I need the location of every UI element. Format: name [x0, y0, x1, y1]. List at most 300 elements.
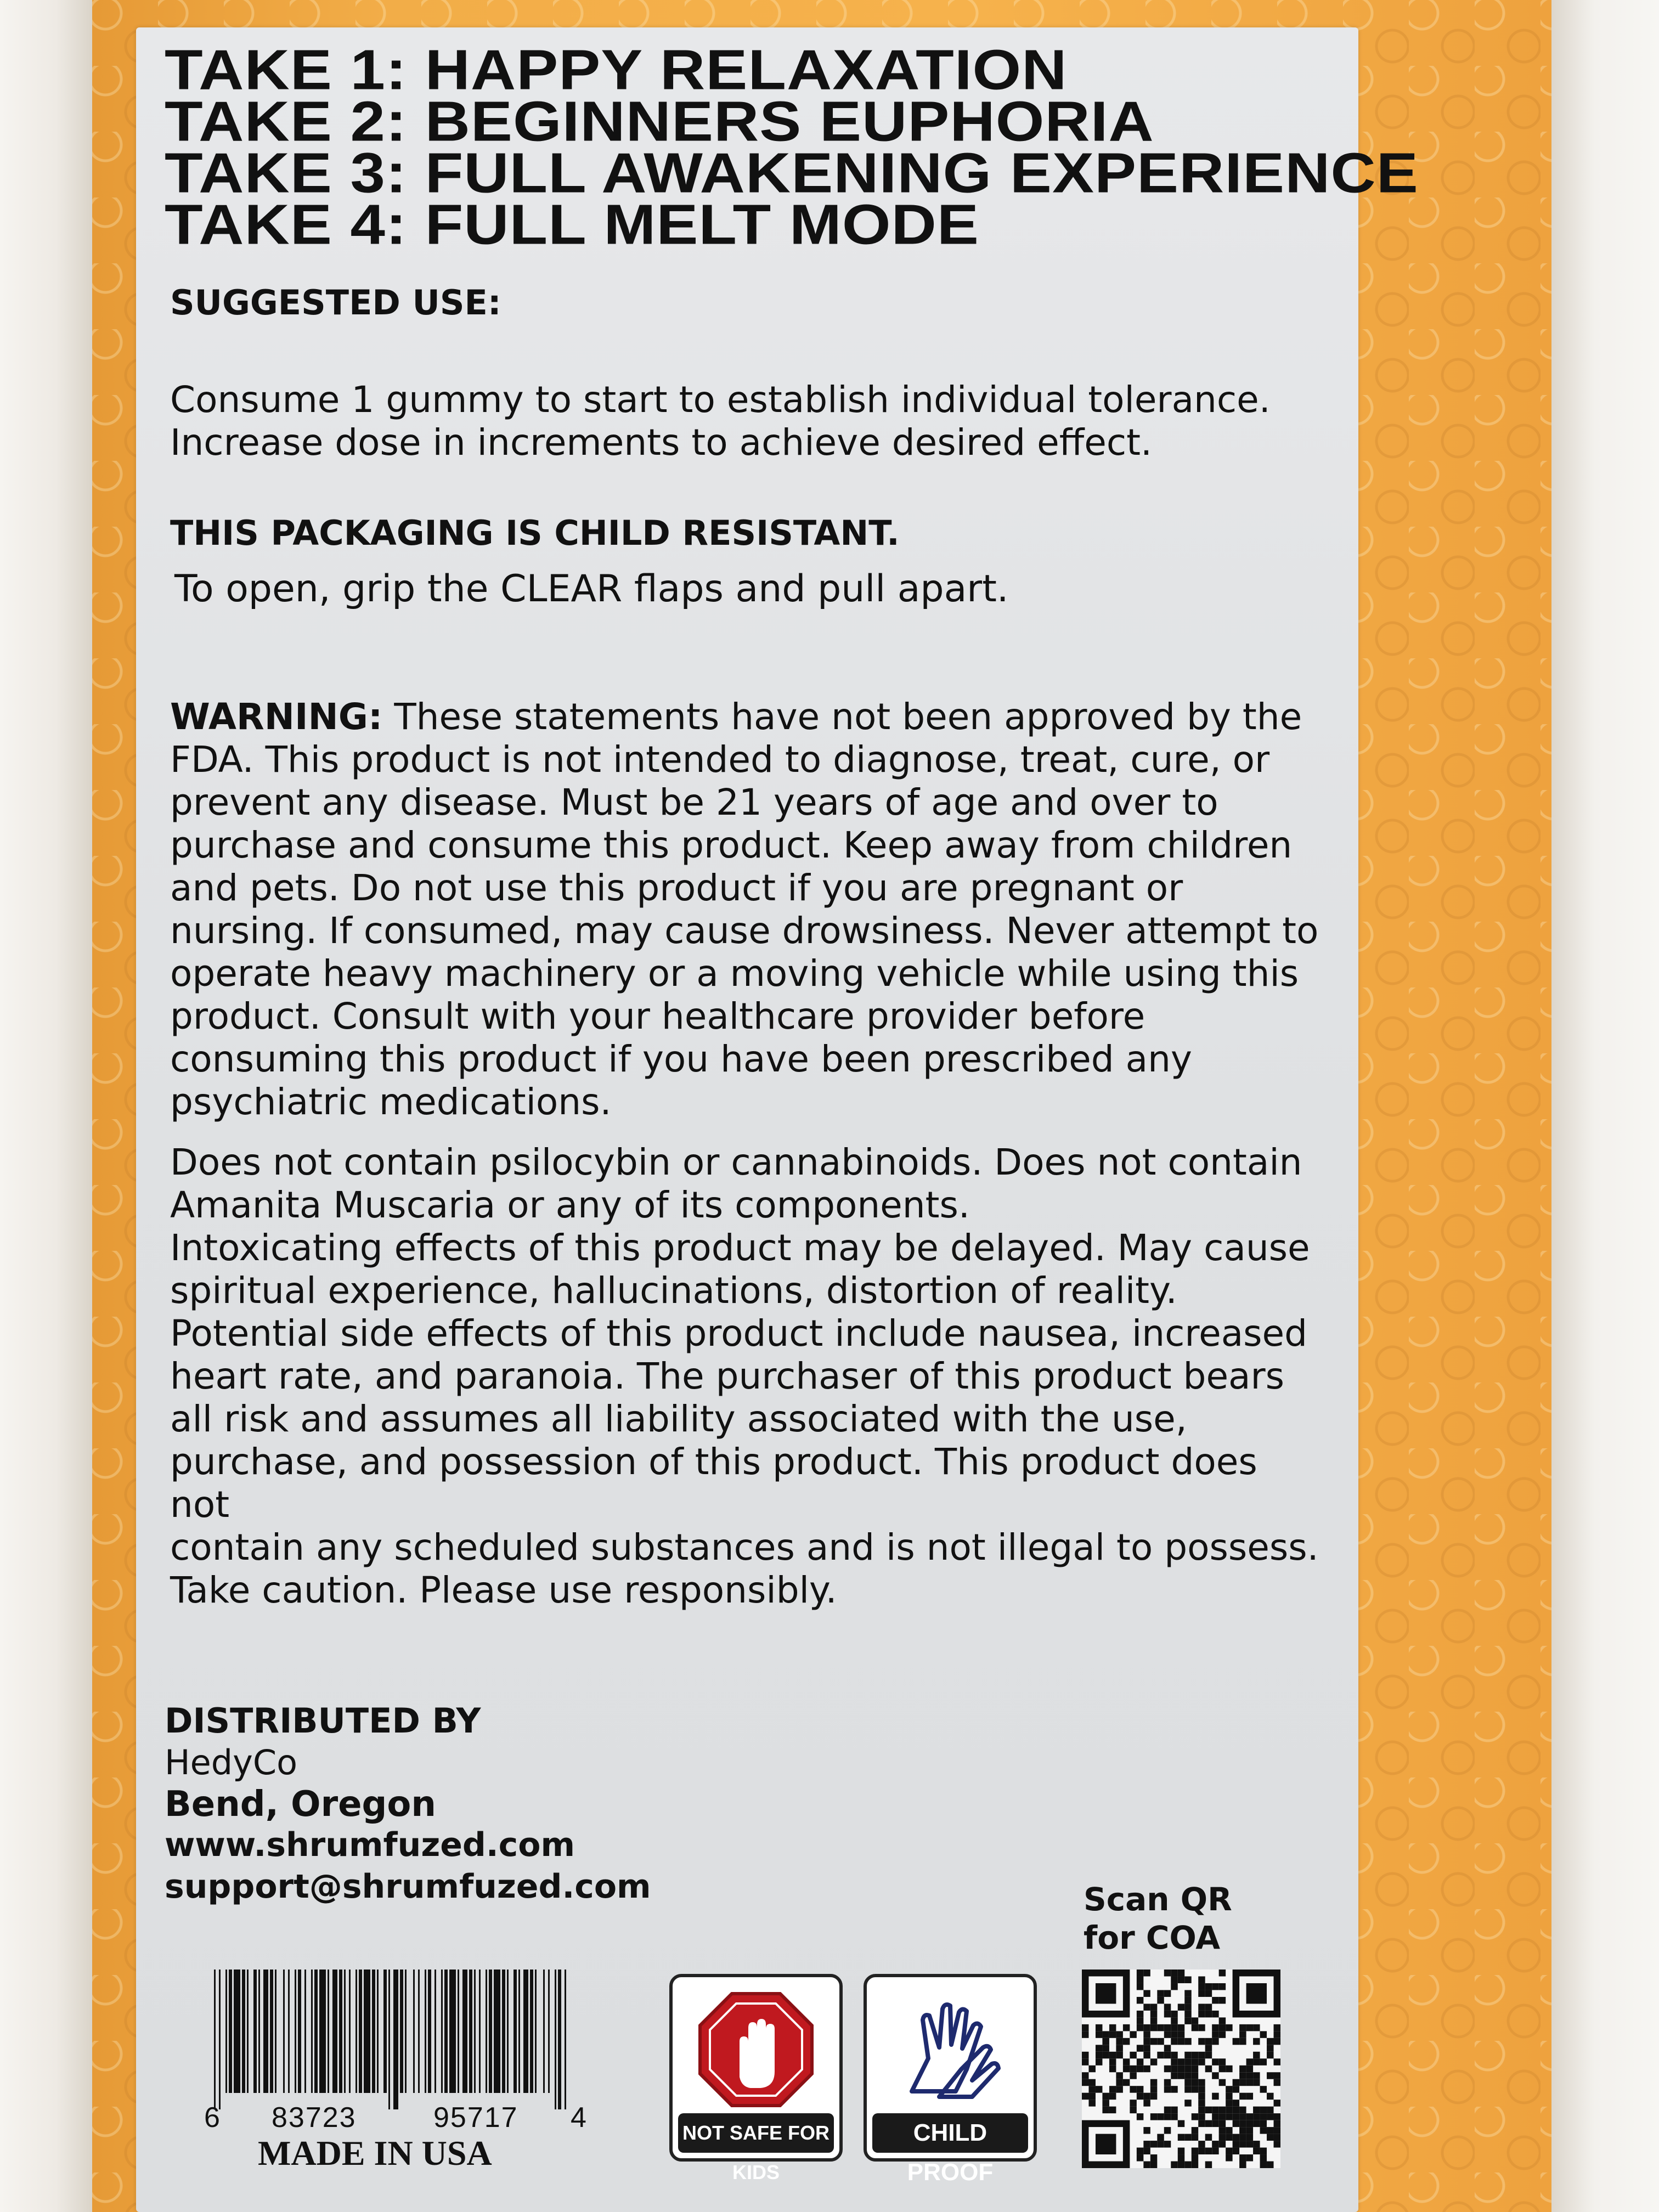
qr-module [1184, 2100, 1191, 2106]
qr-module [1239, 2162, 1246, 2168]
distributor-company: HedyCo [165, 1742, 298, 1782]
qr-module [1239, 2113, 1246, 2120]
qr-module [1212, 2113, 1218, 2120]
qr-module [1178, 1970, 1184, 1976]
qr-module [1198, 2093, 1205, 2100]
qr-module [1137, 2058, 1143, 2065]
qr-module [1116, 2038, 1122, 2045]
qr-finder-eye [1246, 1983, 1267, 2004]
qr-module [1212, 2024, 1218, 2031]
qr-module [1274, 2100, 1280, 2106]
qr-module [1109, 2107, 1116, 2113]
qr-module [1239, 2107, 1246, 2113]
qr-module [1178, 2148, 1184, 2154]
barcode-bar [413, 1970, 415, 2093]
dose-line-4: TAKE 4: FULL MELT MODE [165, 193, 979, 256]
qr-module [1116, 2079, 1122, 2086]
qr-module [1171, 2072, 1177, 2079]
qr-module [1219, 1997, 1226, 2004]
qr-module [1164, 1970, 1171, 1976]
qr-module [1150, 2058, 1157, 2065]
qr-module [1274, 2031, 1280, 2038]
barcode-bar [225, 1970, 227, 2093]
qr-module [1233, 2120, 1239, 2127]
qr-module [1137, 2045, 1143, 2051]
qr-module [1143, 2052, 1150, 2058]
qr-module [1212, 2072, 1218, 2079]
qr-module [1205, 2107, 1212, 2113]
qr-module [1164, 2045, 1171, 2051]
qr-module [1253, 2038, 1260, 2045]
qr-module [1137, 2148, 1143, 2154]
qr-module [1143, 2004, 1150, 2010]
qr-module [1096, 2024, 1102, 2031]
qr-module [1137, 2017, 1143, 2024]
barcode-bar [229, 1970, 232, 2093]
barcode-bar [332, 1970, 337, 2093]
suggested-use-heading: SUGGESTED USE: [170, 283, 501, 323]
barcode-bar [518, 1970, 520, 2093]
qr-module [1096, 2052, 1102, 2058]
qr-module [1198, 2038, 1205, 2045]
qr-module [1123, 2038, 1130, 2045]
suggested-use-line-2: Increase dose in increments to achieve desired effect. [170, 421, 1152, 464]
qr-module [1082, 2093, 1088, 2100]
qr-module [1239, 2031, 1246, 2038]
qr-module [1192, 2148, 1198, 2154]
qr-module [1150, 2004, 1157, 2010]
qr-module [1246, 2141, 1253, 2147]
qr-module [1192, 2127, 1198, 2134]
qr-module [1260, 2107, 1267, 2113]
barcode-bar [489, 1970, 492, 2093]
qr-module [1212, 2058, 1218, 2065]
qr-module [1178, 2004, 1184, 2010]
qr-module [1212, 2120, 1218, 2127]
qr-module [1226, 2127, 1232, 2134]
qr-module [1130, 2086, 1136, 2092]
warning-text: These statements have not been approved by the FDA. This product is not intended to diagnose, treat, cure, or prevent any disease. Must be 21 years of age and over to purchase and consume this product. Keep away from children and pets. Do not use this product if you are pregnant or nursing. If consumed, may cause drowsiness. Never attempt to operate heavy machinery or a moving vehicle while using this product. Consult with your healthcare provider before consuming this product if you have been prescribed any psychiatric medications. [170, 696, 1319, 1123]
qr-module [1109, 2024, 1116, 2031]
barcode-bar [339, 1970, 342, 2093]
qr-module [1205, 1990, 1212, 1996]
qr-module [1130, 2031, 1136, 2038]
qr-module [1164, 2066, 1171, 2072]
qr-module [1137, 1997, 1143, 2004]
child-proof-badge [864, 1974, 1037, 2186]
qr-module [1096, 2086, 1102, 2092]
qr-module [1239, 2120, 1246, 2127]
qr-module [1205, 1983, 1212, 1990]
not-safe-caption: NOT SAFE FOR KIDS [678, 2113, 834, 2153]
barcode-bar [494, 1970, 500, 2093]
qr-module [1150, 2017, 1157, 2024]
qr-module [1198, 1983, 1205, 1990]
qr-module [1205, 2038, 1212, 2045]
qr-module [1205, 2045, 1212, 2051]
qr-module [1233, 2148, 1239, 2154]
qr-module [1157, 2134, 1164, 2141]
qr-module [1274, 2024, 1280, 2031]
qr-module [1267, 2113, 1273, 2120]
qr-module [1143, 2100, 1150, 2106]
qr-module [1198, 2004, 1205, 2010]
qr-module [1150, 2093, 1157, 2100]
qr-module [1137, 1983, 1143, 1990]
qr-module [1150, 2141, 1157, 2147]
barcode-bar [400, 1970, 403, 2093]
qr-module [1198, 2113, 1205, 2120]
qr-module [1253, 2148, 1260, 2154]
barcode-bar [283, 1970, 285, 2093]
qr-module [1082, 2031, 1088, 2038]
qr-module [1178, 2038, 1184, 2045]
barcode-bar [441, 1970, 443, 2093]
barcode-bar [507, 1970, 509, 2093]
qr-module [1239, 2066, 1246, 2072]
barcode-bar [270, 1970, 273, 2093]
barcode-bar [304, 1970, 306, 2093]
qr-module [1143, 2093, 1150, 2100]
qr-module [1137, 2154, 1143, 2161]
qr-module [1178, 2072, 1184, 2079]
qr-code [1082, 1970, 1280, 2168]
dose-line-2: TAKE 2: BEGINNERS EUPHORIA [165, 90, 1154, 153]
qr-module [1150, 2024, 1157, 2031]
distributor-location: Bend, Oregon [165, 1784, 436, 1825]
barcode-bar [449, 1970, 456, 2093]
qr-module [1116, 2045, 1122, 2051]
qr-caption-line-1: Scan QR [1084, 1881, 1232, 1918]
qr-module [1096, 2031, 1102, 2038]
barcode-bar [514, 1970, 517, 2093]
qr-module [1164, 2141, 1171, 2147]
qr-module [1137, 2011, 1143, 2017]
qr-module [1171, 2052, 1177, 2058]
qr-module [1130, 2072, 1136, 2079]
barcode-bar [418, 1970, 420, 2093]
qr-module [1157, 2113, 1164, 2120]
qr-module [1102, 2052, 1109, 2058]
qr-module [1205, 2134, 1212, 2141]
qr-module [1184, 2058, 1191, 2065]
qr-module [1143, 2066, 1150, 2072]
qr-module [1205, 2162, 1212, 2168]
qr-module [1198, 2024, 1205, 2031]
barcode-bar [435, 1970, 436, 2093]
qr-module [1253, 2052, 1260, 2058]
barcode-bar [535, 1970, 537, 2093]
qr-module [1226, 2066, 1232, 2072]
qr-module [1267, 2038, 1273, 2045]
qr-module [1205, 2052, 1212, 2058]
qr-module [1123, 2066, 1130, 2072]
barcode-bar [383, 1970, 387, 2093]
qr-module [1164, 2024, 1171, 2031]
distributor-website: www.shrumfuzed.com [165, 1826, 575, 1864]
qr-module [1150, 2113, 1157, 2120]
barcode-bar [530, 1970, 533, 2093]
qr-module [1143, 2045, 1150, 2051]
qr-module [1253, 2072, 1260, 2079]
qr-module [1192, 2052, 1198, 2058]
qr-module [1219, 2031, 1226, 2038]
barcode-bar [486, 1970, 487, 2093]
qr-module [1212, 2038, 1218, 2045]
qr-module [1233, 2141, 1239, 2147]
child-resistant-text: To open, grip the CLEAR flaps and pull apart. [174, 567, 1009, 611]
suggested-use-line-1: Consume 1 gummy to start to establish individual tolerance. [170, 379, 1271, 421]
qr-module [1143, 2141, 1150, 2147]
qr-module [1205, 2066, 1212, 2072]
qr-module [1274, 2120, 1280, 2127]
barcode-bar [258, 1970, 260, 2093]
barcode-bar [548, 1970, 550, 2093]
qr-module [1233, 2113, 1239, 2120]
qr-module [1096, 2058, 1102, 2065]
qr-module [1260, 2086, 1267, 2092]
qr-module [1205, 2011, 1212, 2017]
barcode-bar [328, 1970, 329, 2093]
qr-finder-eye [1096, 2134, 1116, 2154]
qr-module [1267, 2045, 1273, 2051]
qr-module [1088, 2079, 1095, 2086]
qr-module [1143, 2162, 1150, 2168]
qr-caption-line-2: for COA [1084, 1919, 1221, 1956]
qr-module [1239, 2093, 1246, 2100]
qr-module [1082, 2052, 1088, 2058]
qr-module [1137, 1970, 1143, 1976]
qr-module [1137, 2024, 1143, 2031]
qr-module [1184, 2162, 1191, 2168]
qr-module [1184, 1990, 1191, 1996]
qr-module [1116, 2072, 1122, 2079]
qr-module [1184, 2004, 1191, 2010]
qr-module [1212, 1983, 1218, 1990]
qr-module [1102, 2100, 1109, 2106]
barcode-bars [203, 1970, 576, 2112]
qr-module [1157, 2038, 1164, 2045]
qr-module [1219, 2141, 1226, 2147]
barcode-bar [295, 1970, 296, 2093]
qr-module [1157, 2024, 1164, 2031]
qr-module [1184, 2038, 1191, 2045]
qr-module [1274, 2113, 1280, 2120]
barcode-digit-left: 6 [204, 2102, 220, 2134]
qr-module [1233, 2038, 1239, 2045]
qr-module [1205, 2148, 1212, 2154]
child-proof-caption: CHILD PROOF [872, 2113, 1028, 2153]
qr-module [1253, 2024, 1260, 2031]
qr-module [1150, 2079, 1157, 2086]
qr-module [1143, 1990, 1150, 1996]
barcode-bar [405, 1970, 407, 2093]
qr-module [1164, 2079, 1171, 2086]
qr-module [1260, 2058, 1267, 2065]
qr-module [1226, 2154, 1232, 2161]
qr-module [1171, 1970, 1177, 1976]
barcode-bar [234, 1970, 240, 2093]
qr-module [1239, 2127, 1246, 2134]
qr-module [1171, 2066, 1177, 2072]
qr-module [1253, 2079, 1260, 2086]
qr-module [1192, 2113, 1198, 2120]
qr-module [1184, 2052, 1191, 2058]
barcode-bar [253, 1970, 257, 2093]
qr-module [1226, 2024, 1232, 2031]
distributor-heading: DISTRIBUTED BY [165, 1701, 481, 1741]
qr-module [1192, 2162, 1198, 2168]
qr-module [1137, 2066, 1143, 2072]
qr-module [1096, 2045, 1102, 2051]
qr-module [1171, 1976, 1177, 1983]
barcode-bar [555, 1970, 556, 2109]
qr-module [1219, 2024, 1226, 2031]
qr-module [1267, 2107, 1273, 2113]
qr-module [1171, 2058, 1177, 2065]
qr-module [1274, 2134, 1280, 2141]
barcode-bar [502, 1970, 505, 2093]
barcode-bar [469, 1970, 472, 2093]
qr-module [1253, 2113, 1260, 2120]
qr-module [1164, 2031, 1171, 2038]
qr-module [1137, 2093, 1143, 2100]
barcode-bar [319, 1970, 326, 2093]
barcode-group-1: 83723 [272, 2102, 357, 2134]
qr-module [1260, 2031, 1267, 2038]
qr-module [1192, 2066, 1198, 2072]
barcode-bar [444, 1970, 448, 2093]
qr-module [1109, 2086, 1116, 2092]
barcode-bar [388, 1970, 390, 2109]
qr-module [1198, 2079, 1205, 2086]
barcode [203, 1970, 576, 2123]
qr-module [1212, 2011, 1218, 2017]
qr-module [1246, 2134, 1253, 2141]
qr-module [1143, 2031, 1150, 2038]
qr-module [1233, 2100, 1239, 2106]
barcode-bar [364, 1970, 370, 2093]
barcode-bar [543, 1970, 545, 2093]
qr-module [1109, 2058, 1116, 2065]
qr-module [1239, 2141, 1246, 2147]
qr-module [1260, 2113, 1267, 2120]
dose-line-3: TAKE 3: FULL AWAKENING EXPERIENCE [165, 142, 1419, 205]
qr-module [1212, 1997, 1218, 2004]
qr-module [1192, 2086, 1198, 2092]
qr-module [1219, 2113, 1226, 2120]
barcode-bar [523, 1970, 528, 2093]
qr-module [1171, 2017, 1177, 2024]
barcode-bar [558, 1970, 561, 2109]
barcode-bar [377, 1970, 379, 2093]
barcode-bar [393, 1970, 398, 2109]
qr-module [1239, 2154, 1246, 2161]
qr-module [1239, 2079, 1246, 2086]
qr-module [1178, 2134, 1184, 2141]
qr-module [1150, 2086, 1157, 2092]
qr-module [1171, 2038, 1177, 2045]
qr-module [1260, 2148, 1267, 2154]
qr-module [1267, 2134, 1273, 2141]
qr-module [1212, 2148, 1218, 2154]
barcode-bar [311, 1970, 313, 2093]
qr-module [1143, 2127, 1150, 2134]
qr-module [1150, 2154, 1157, 2161]
barcode-bar [356, 1970, 357, 2093]
qr-module [1219, 1983, 1226, 1990]
qr-module [1192, 2072, 1198, 2079]
not-safe-for-kids-badge [669, 1974, 843, 2183]
qr-module [1233, 2079, 1239, 2086]
qr-module [1184, 2072, 1191, 2079]
qr-module [1130, 2052, 1136, 2058]
qr-module [1226, 2100, 1232, 2106]
qr-module [1246, 2072, 1253, 2079]
qr-module [1212, 2107, 1218, 2113]
qr-module [1274, 2127, 1280, 2134]
qr-module [1246, 2120, 1253, 2127]
qr-module [1178, 2031, 1184, 2038]
qr-module [1130, 2100, 1136, 2106]
qr-module [1178, 2162, 1184, 2168]
qr-module [1178, 2066, 1184, 2072]
qr-module [1219, 2066, 1226, 2072]
qr-module [1123, 2079, 1130, 2086]
qr-module [1246, 2154, 1253, 2161]
qr-module [1178, 2120, 1184, 2127]
barcode-bar [263, 1970, 268, 2093]
qr-module [1184, 2017, 1191, 2024]
qr-module [1205, 2004, 1212, 2010]
qr-module [1274, 2038, 1280, 2045]
qr-module [1171, 1983, 1177, 1990]
dose-line-1: TAKE 1: HAPPY RELAXATION [165, 38, 1068, 101]
qr-module [1116, 2031, 1122, 2038]
qr-module [1171, 2162, 1177, 2168]
barcode-bar [428, 1970, 431, 2093]
barcode-bar [565, 1970, 566, 2109]
barcode-bar [247, 1970, 249, 2093]
qr-module [1226, 2086, 1232, 2092]
barcode-bar [372, 1970, 375, 2093]
barcode-bar [349, 1970, 351, 2093]
barcode-bar [425, 1970, 426, 2093]
qr-module [1164, 2011, 1171, 2017]
barcode-bar [359, 1970, 362, 2093]
qr-module [1109, 2066, 1116, 2072]
qr-module [1274, 2079, 1280, 2086]
qr-module [1164, 2107, 1171, 2113]
qr-module [1274, 2058, 1280, 2065]
qr-module [1164, 2127, 1171, 2134]
qr-module [1198, 2141, 1205, 2147]
qr-module [1267, 2162, 1273, 2168]
qr-module [1137, 2113, 1143, 2120]
qr-module [1130, 2066, 1136, 2072]
qr-module [1198, 2058, 1205, 2065]
qr-module [1164, 2004, 1171, 2010]
qr-module [1192, 2154, 1198, 2161]
qr-module [1102, 2093, 1109, 2100]
qr-module [1260, 2120, 1267, 2127]
qr-module [1088, 2066, 1095, 2072]
qr-module [1219, 2127, 1226, 2134]
distributor-email: support@shrumfuzed.com [165, 1867, 651, 1906]
qr-module [1246, 2127, 1253, 2134]
qr-module [1192, 2134, 1198, 2141]
qr-module [1253, 2141, 1260, 2147]
